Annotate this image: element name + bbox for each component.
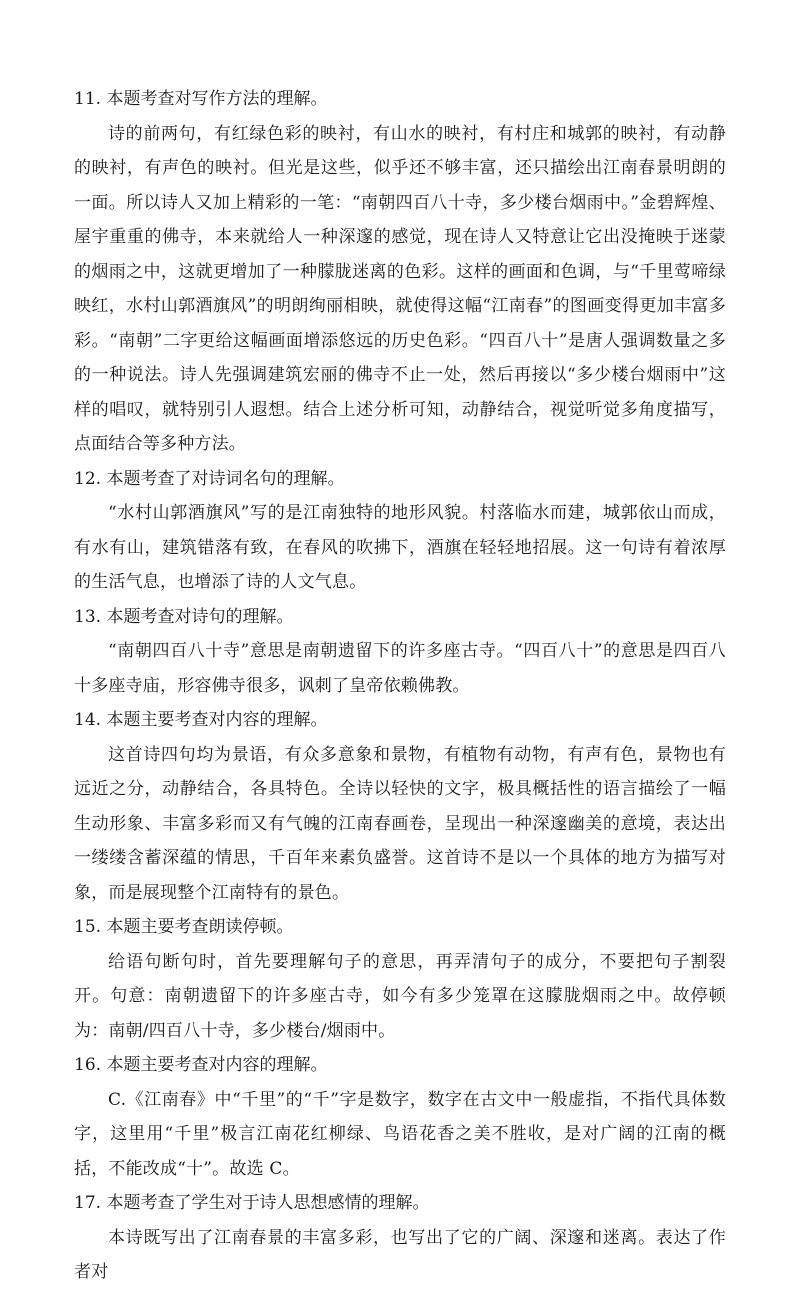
item-title: 17. 本题考查了学生对于诗人思想感情的理解。 xyxy=(74,1193,430,1213)
item-body: 这首诗四句均为景语，有众多意象和景物，有植物有动物，有声有色，景物也有远近之分，动静结合，各具特色。全诗以轻快的文字，极具概括性的语言描绘了一幅生动形象、丰富多彩而又有气魄的江南春画卷，呈现出一种深邃幽美的意境，表达出一缕缕含蓄深蕴的情思，千百年来素负盛誉。这首诗不是以一个具体的地方为描写对象，而是展现整个江南特有的景色。 xyxy=(74,744,726,903)
item-body: 给语句断句时，首先要理解句子的意思，再弄清句子的成分，不要把句子割裂开。句意：南朝遗留下的许多座古寺，如今有多少笼罩在这朦胧烟雨之中。故停顿为：南朝/四百八十寺，多少楼台/烟雨中。 xyxy=(74,951,726,1041)
answer-explanations xyxy=(74,82,726,1290)
item-13 xyxy=(74,600,726,704)
item-14 xyxy=(74,703,726,910)
item-body: 诗的前两句，有红绿色彩的映衬，有山水的映衬，有村庄和城郭的映衬，有动静的映衬，有声色的映衬。但光是这些，似乎还不够丰富，还只描绘出江南春景明朗的一面。所以诗人又加上精彩的一笔：“南朝四百八十寺，多少楼台烟雨中。”金碧辉煌、屋宇重重的佛寺，本来就给人一种深邃的感觉，现在诗人又特意让它出没掩映于迷蒙的烟雨之中，这就更增加了一种朦胧迷离的色彩。这样的画面和色调，与“千里莺啼绿映红，水村山郭酒旗风”的明朗绚丽相映，就使得这幅“江南春”的图画变得更加丰富多彩。“南朝”二字更给这幅画面增添悠远的历史色彩。“四百八十”是唐人强调数量之多的一种说法。诗人先强调建筑宏丽的佛寺不止一处，然后再接以“多少楼台烟雨中”这样的唱叹，就特别引人遐想。结合上述分析可知，动静结合，视觉听觉多角度描写，点面结合等多种方法。 xyxy=(74,123,726,454)
item-title: 12. 本题考查了对诗词名句的理解。 xyxy=(74,468,345,489)
item-12 xyxy=(74,462,726,600)
item-title: 11. 本题考查对写作方法的理解。 xyxy=(74,89,328,109)
item-body: “南朝四百八十寺”意思是南朝遗留下的许多座古寺。“四百八十”的意思是四百八十多座寺庙，形容佛寺很多，讽刺了皇帝依赖佛教。 xyxy=(74,641,726,696)
item-body: C.《江南春》中“千里”的“千”字是数字，数字在古文中一般虚指，不指代具体数字，这里用“千里”极言江南花红柳绿、鸟语花香之美不胜收，是对广阔的江南的概括，不能改成“十”。故选 C。 xyxy=(74,1089,726,1179)
item-15 xyxy=(74,910,726,1048)
item-title: 14. 本题主要考查对内容的理解。 xyxy=(74,710,328,730)
item-body: “水村山郭酒旗风”写的是江南独特的地形风貌。村落临水而建，城郭依山而成，有水有山，建筑错落有致，在春风的吹拂下，酒旗在轻轻地招展。这一句诗有着浓厚的生活气息，也增添了诗的人文气息。 xyxy=(74,503,726,592)
item-title: 13. 本题考查对诗句的理解。 xyxy=(74,606,294,627)
item-title: 16. 本题主要考查对内容的理解。 xyxy=(74,1055,328,1075)
item-title: 15. 本题主要考查朗读停顿。 xyxy=(74,917,294,937)
item-11 xyxy=(74,82,726,462)
item-16 xyxy=(74,1048,726,1186)
item-17 xyxy=(74,1186,726,1290)
item-body: 本诗既写出了江南春景的丰富多彩，也写出了它的广阔、深邃和迷离。表达了作者对 xyxy=(74,1227,726,1282)
